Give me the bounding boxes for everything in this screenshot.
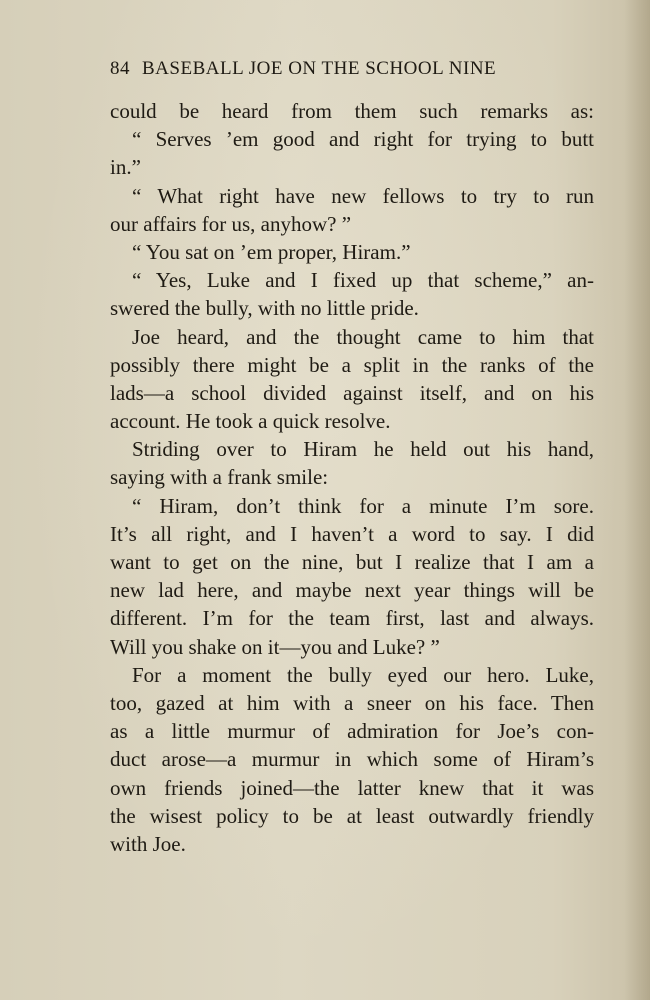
text-line: could be heard from them such remarks as:: [110, 99, 594, 123]
running-header: [110, 58, 590, 86]
text-line: “ You sat on ’em proper, Hiram.”: [132, 239, 411, 264]
text-line: “ Hiram, don’t think for a minute I’m sore.: [132, 493, 594, 518]
text-line: want to get on the nine, but I realize that I am a: [110, 550, 594, 574]
text-line: lads—a school divided against itself, and on his: [110, 380, 594, 405]
text-line: too, gazed at him with a sneer on his face. Then: [110, 690, 594, 715]
running-title: BASEBALL JOE ON THE SCHOOL NINE: [142, 58, 497, 79]
text-line: account. He took a quick resolve.: [110, 409, 391, 434]
text-line: Joe heard, and the thought came to him that: [132, 324, 594, 349]
page-edge-shadow: [624, 0, 650, 1000]
text-line: duct arose—a murmur in which some of Hiram’s: [110, 747, 594, 772]
text-line: swered the bully, with no little pride.: [110, 296, 419, 321]
text-line: own friends joined—the latter knew that it was: [110, 775, 594, 800]
text-line: Will you shake on it—you and Luke? ”: [110, 634, 440, 659]
text-line: new lad here, and maybe next year things will be: [110, 578, 594, 603]
text-line: For a moment the bully eyed our hero. Luke,: [132, 662, 594, 687]
text-line: possibly there might be a split in the ranks of the: [110, 352, 594, 377]
text-line: in.”: [110, 155, 141, 180]
text-line: Striding over to Hiram he held out his hand,: [132, 437, 594, 462]
text-line: with Joe.: [110, 831, 186, 856]
page-number: 84: [110, 58, 130, 79]
text-line: saying with a frank smile:: [110, 465, 329, 490]
text-line: the wisest policy to be at least outwardly friendly: [110, 803, 594, 828]
text-line: different. I’m for the team first, last and always.: [110, 606, 594, 631]
text-line: as a little murmur of admiration for Joe’s con-: [110, 719, 594, 744]
body-text: [110, 97, 594, 858]
text-line: It’s all right, and I haven’t a word to say. I did: [110, 521, 594, 546]
text-line: our affairs for us, anyhow? ”: [110, 211, 352, 236]
text-line: “ Yes, Luke and I fixed up that scheme,” an-: [132, 268, 594, 293]
text-line: “ Serves ’em good and right for trying to butt: [132, 127, 594, 152]
text-line: “ What right have new fellows to try to run: [132, 183, 594, 208]
